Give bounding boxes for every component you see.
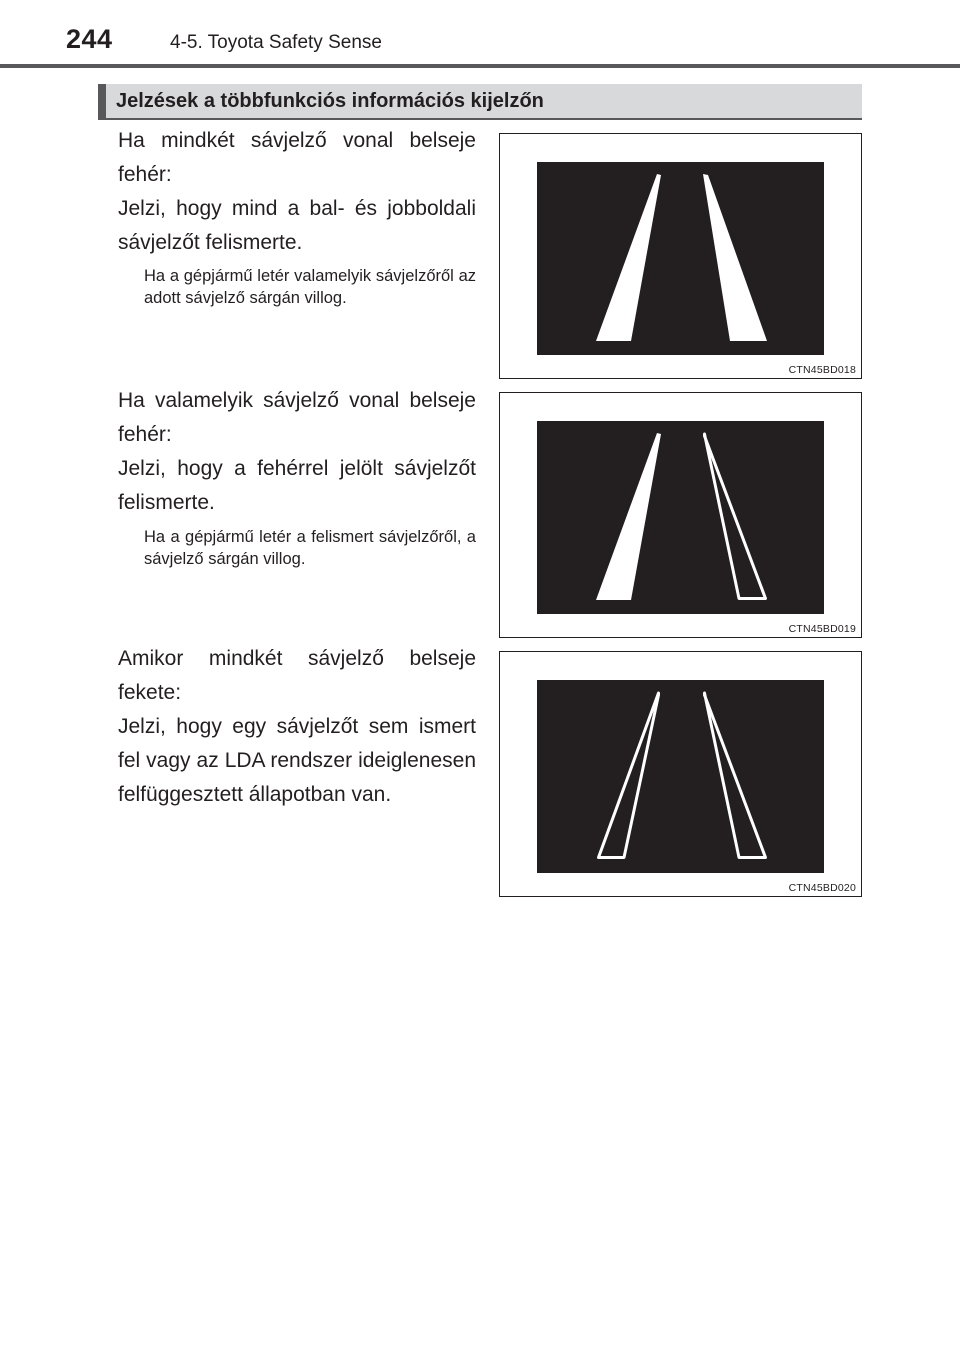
section-accent — [98, 84, 106, 118]
right-lane-marker — [703, 174, 767, 341]
section-title: Jelzések a többfunkciós információs kijelzőn — [116, 90, 544, 112]
item-description: Jelzi, hogy mind a bal- és jobboldali sávjelzőt felismerte. — [118, 197, 476, 254]
header-divider — [0, 64, 960, 68]
page-number: 244 — [66, 24, 113, 54]
figure-code: CTN45BD019 — [788, 623, 856, 635]
section-header — [98, 84, 862, 120]
lane-display-figure — [499, 133, 862, 379]
lane-display-figure — [499, 651, 862, 897]
display-screen — [537, 421, 824, 614]
item-heading: Ha mindkét sávjelző vonal belseje fehér: — [118, 129, 476, 186]
item-description: Jelzi, hogy egy sávjelzőt sem ismert fel vagy az LDA rendszer ideiglenesen felfüggesztett állapotban van. — [118, 715, 476, 806]
figure-code: CTN45BD018 — [788, 364, 856, 376]
figure-code: CTN45BD020 — [788, 882, 856, 894]
item-note: Ha a gépjármű letér valamelyik sávjelzőről az adott sávjelző sárgán villog. — [144, 267, 476, 307]
item-heading: Ha valamelyik sávjelző vonal belseje fehér: — [118, 389, 476, 446]
lane-display-figure — [499, 392, 862, 638]
left-lane-marker — [596, 433, 661, 600]
display-screen — [537, 162, 824, 355]
left-lane-marker — [596, 174, 661, 341]
display-screen — [537, 680, 824, 873]
item-note: Ha a gépjármű letér a felismert sávjelzőről, a sávjelző sárgán villog. — [144, 528, 476, 568]
right-lane-marker — [705, 693, 766, 858]
right-lane-marker — [705, 434, 766, 599]
item-description: Jelzi, hogy a fehérrel jelölt sávjelzőt felismerte. — [118, 457, 476, 514]
chapter-title: 4-5. Toyota Safety Sense — [170, 32, 382, 53]
item-heading: Amikor mindkét sávjelző belseje fekete: — [118, 647, 476, 704]
left-lane-marker — [599, 693, 659, 858]
